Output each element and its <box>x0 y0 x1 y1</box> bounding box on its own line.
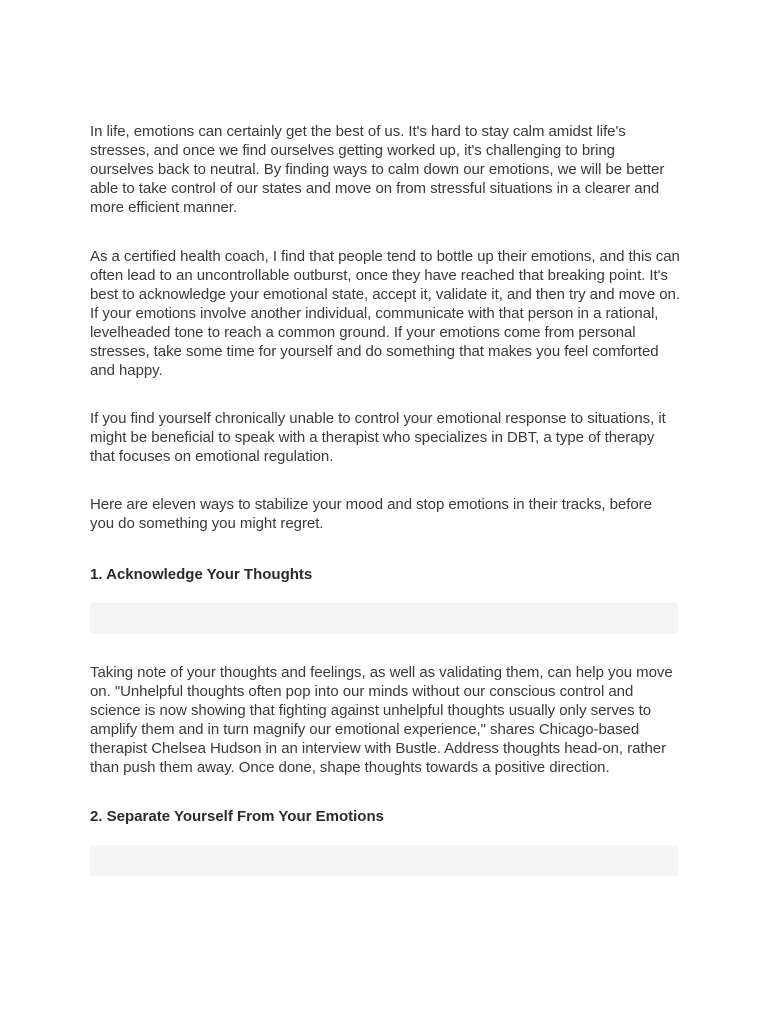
intro-paragraph-4: Here are eleven ways to stabilize your mood and stop emotions in their tracks, before you do something you might regret. <box>90 496 652 532</box>
section-heading-1: 1. Acknowledge Your Thoughts <box>90 566 313 583</box>
section-body-1: Taking note of your thoughts and feelings, as well as validating them, can help you move on. "Unhelpful thoughts often pop into our minds without our conscious control and science is now showing that fighting against unhelpful thoughts usually only serves to amplify them and in turn magnify our emotional experience," shares Chicago-based therapist Chelsea Hudson in an interview with Bustle. Address thoughts head-on, rather than push them away. Once done, shape thoughts towards a positive direction. <box>90 664 673 776</box>
media-placeholder-1 <box>90 603 678 634</box>
article-body <box>90 122 680 876</box>
intro-paragraph-2: As a certified health coach, I find that people tend to bottle up their emotions, and this can often lead to an uncontrollable outburst, once they have reached that breaking point. It's best to acknowledge your emotional state, accept it, validate it, and then try and move on. If your emotions involve another individual, communicate with that person in a rational, levelheaded tone to reach a common ground. If your emotions come from personal stresses, take some time for yourself and do something that makes you feel comforted and happy. <box>90 248 680 379</box>
intro-paragraph-3: If you find yourself chronically unable to control your emotional response to situations, it might be beneficial to speak with a therapist who specializes in DBT, a type of therapy that focuses on emotional regulation. <box>90 410 666 465</box>
section-heading-2: 2. Separate Yourself From Your Emotions <box>90 808 384 825</box>
media-placeholder-2 <box>90 845 678 876</box>
intro-paragraph-1: In life, emotions can certainly get the best of us. It's hard to stay calm amidst life's stresses, and once we find ourselves getting worked up, it's challenging to bring ourselves back to neutral. By finding ways to calm down our emotions, we will be better able to take control of our states and move on from stressful situations in a clearer and more efficient manner. <box>90 123 665 216</box>
